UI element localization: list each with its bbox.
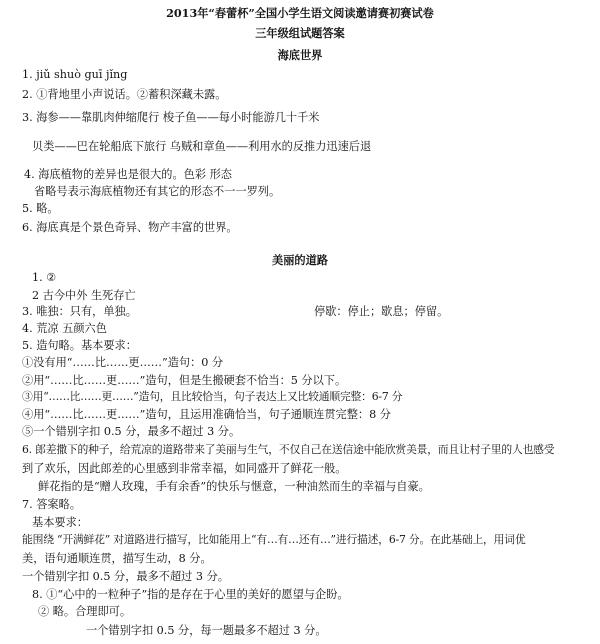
s1-answer-6: 6. 海底真是个景色奇异、物产丰富的世界。 [22,221,238,234]
s2-answer-8a: 8. ①“心中的一粒种子”指的是存在于心里的美好的愿望与企盼。 [32,588,349,601]
s1-answer-4a: 4. 海底植物的差异也是很大的。色彩 形态 [24,168,232,181]
s2-criterion-4: ④用“……比……更……”造句，且运用准确恰当，句子通顺连贯完整：8 分 [22,408,391,421]
s2-answer-6b: 到了欢乐，因此郎差的心里感到非常幸福，如同盛开了鲜花一般。 [22,462,347,475]
s2-criterion-5: ⑤一个错别字扣 0.5 分，最多不超过 3 分。 [22,425,241,438]
s2-criterion-1: ①没有用“……比……更……”造句：0 分 [22,356,224,369]
s2-answer-7-deduction: 一个错别字扣 0.5 分，最多不超过 3 分。 [22,570,229,583]
section2-heading: 美丽的道路 [272,253,328,267]
s2-criterion-3: ③用“……比……更……”造句，且比较恰当，句子表达上又比较通顺完整：6-7 分 [22,390,403,403]
s2-answer-7-criterion-b: 美，语句通顺连贯，描写生动，8 分。 [22,552,212,565]
s2-criterion-2: ②用“……比……更……”造句，但是生搬硬套不恰当：5 分以下。 [22,374,347,387]
s2-answer-8-deduction: 一个错别字扣 0.5 分，每一题最多不超过 3 分。 [86,624,327,637]
s2-answer-1: 1. ② [32,271,57,284]
s2-answer-6c: 鲜花指的是“赠人玫瑰，手有余香”的快乐与惬意，一种油然而生的幸福与自豪。 [38,480,430,493]
s2-answer-2: 2 古今中外 生死存亡 [32,289,136,302]
document-subtitle: 三年级组试题答案 [255,26,345,40]
s1-answer-3b: 贝类——巴在轮船底下旅行 乌贼和章鱼——利用水的反推力迅速后退 [32,140,372,153]
s1-answer-2: 2. ①背地里小声说话。②蓄积深藏未露。 [22,88,227,101]
s1-answer-3a: 3. 海参——靠肌肉伸缩爬行 梭子鱼——每小时能游几十千米 [22,111,320,124]
s2-answer-3a: 3. 唯独：只有，单独。 [22,305,137,318]
s2-answer-3b: 停歇：停止；歇息；停留。 [314,305,449,318]
s1-answer-4b: 省略号表示海底植物还有其它的形态不一一罗列。 [34,185,281,198]
document-title: 2013年“春蕾杯”全国小学生语文阅读邀请赛初赛试卷 [166,6,434,20]
s2-answer-7-criterion-a: 能围绕 “开满鲜花” 对道路进行描写，比如能用上“有…有…还有…”进行描述，6-7 分。在此基础上，用词优 [22,533,526,546]
s1-answer-1: 1. jiǔ shuò guī jǐng [22,68,128,81]
s1-answer-5: 5. 略。 [22,202,59,215]
s2-answer-4: 4. 荒凉 五颜六色 [22,322,107,335]
s2-answer-6a: 6. 郎差撒下的种子，给荒凉的道路带来了美丽与生气，不仅自己在送信途中能欣赏美景，而且让村子里的人也感受 [22,443,555,456]
s2-answer-8b: ② 略。合理即可。 [38,605,132,618]
s2-answer-5: 5. 造句略。基本要求： [22,339,137,352]
s2-answer-7: 7. 答案略。 [22,498,81,511]
s2-answer-7-requirements: 基本要求： [32,516,88,529]
section1-heading: 海底世界 [277,48,323,62]
